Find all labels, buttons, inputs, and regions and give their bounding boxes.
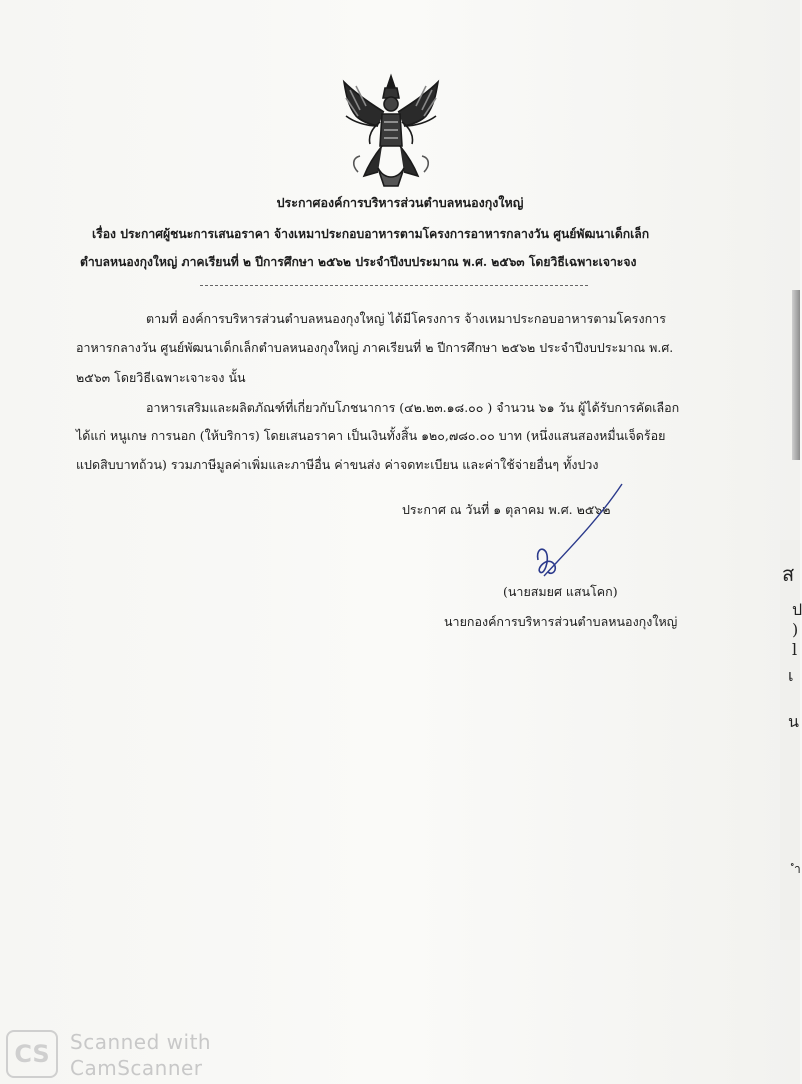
paragraph1-line3: ๒๕๖๓ โดยวิธีเฉพาะเจาะจง นั้น bbox=[76, 370, 246, 385]
paragraph2-line1: อาหารเสริมและผลิตภัณฑ์ที่เกี่ยวกับโภชนาการ (๔๒.๒๓.๑๘.๐๐ ) จำนวน ๖๑ วัน ผู้ได้รับการคัดเลือก bbox=[146, 400, 680, 415]
announcement-organization: ประกาศองค์การบริหารส่วนตำบลหนองกุงใหญ่ bbox=[276, 195, 524, 210]
page-edge-shadow bbox=[792, 290, 800, 460]
garuda-emblem bbox=[338, 72, 444, 190]
adjacent-page-edge bbox=[780, 540, 800, 940]
adjacent-char: l bbox=[792, 640, 798, 659]
announcement-date: ประกาศ ณ วันที่ ๑ ตุลาคม พ.ศ. ๒๕๖๒ bbox=[402, 502, 611, 517]
camscanner-watermark bbox=[6, 1030, 226, 1080]
header-divider bbox=[200, 285, 588, 286]
announcement-subject-line1: เรื่อง ประกาศผู้ชนะการเสนอราคา จ้างเหมาประกอบอาหารตามโครงการอาหารกลางวัน ศูนย์พัฒนาเด็กเล็ก bbox=[92, 227, 650, 241]
watermark-line1: Scanned with bbox=[70, 1030, 212, 1054]
paragraph2-line2: ได้แก่ หนูเกษ การนอก (ให้บริการ) โดยเสนอราคา เป็นเงินทั้งสิ้น ๑๒๐,๗๘๐.๐๐ บาท (หนึ่งแสนสองหมื่นเจ็ดร้อย bbox=[76, 428, 666, 443]
paragraph2-line3: แปดสิบบาทถ้วน) รวมภาษีมูลค่าเพิ่มและภาษีอื่น ค่าขนส่ง ค่าจดทะเบียน และค่าใช้จ่ายอื่นๆ ทั้งปวง bbox=[76, 457, 599, 472]
paragraph1-line1: ตามที่ องค์การบริหารส่วนตำบลหนองกุงใหญ่ ได้มีโครงการ จ้างเหมาประกอบอาหารตามโครงการ bbox=[146, 311, 666, 326]
adjacent-char: ป bbox=[792, 600, 802, 619]
adjacent-char: ส bbox=[782, 562, 795, 586]
signer-name: (นายสมยศ แสนโคก) bbox=[503, 584, 618, 599]
adjacent-char: ำ bbox=[794, 862, 801, 876]
adjacent-char: น bbox=[788, 712, 799, 731]
signer-title: นายกองค์การบริหารส่วนตำบลหนองกุงใหญ่ bbox=[444, 614, 678, 629]
watermark-line2: CamScanner bbox=[70, 1056, 203, 1080]
camscanner-logo-icon: CS bbox=[6, 1030, 58, 1078]
adjacent-char: ) bbox=[792, 620, 799, 639]
adjacent-char: เ bbox=[788, 666, 794, 685]
announcement-subject-line2: ตำบลหนองกุงใหญ่ ภาคเรียนที่ ๒ ปีการศึกษา ๒๕๖๒ ประจำปีงบประมาณ พ.ศ. ๒๕๖๓ โดยวิธีเฉพาะเจาะจง bbox=[80, 255, 637, 269]
paragraph1-line2: อาหารกลางวัน ศูนย์พัฒนาเด็กเล็กตำบลหนองกุงใหญ่ ภาคเรียนที่ ๒ ปีการศึกษา ๒๕๖๒ ประจำปีงบประมาณ พ.ศ. bbox=[76, 340, 674, 355]
handwritten-signature bbox=[518, 480, 628, 590]
